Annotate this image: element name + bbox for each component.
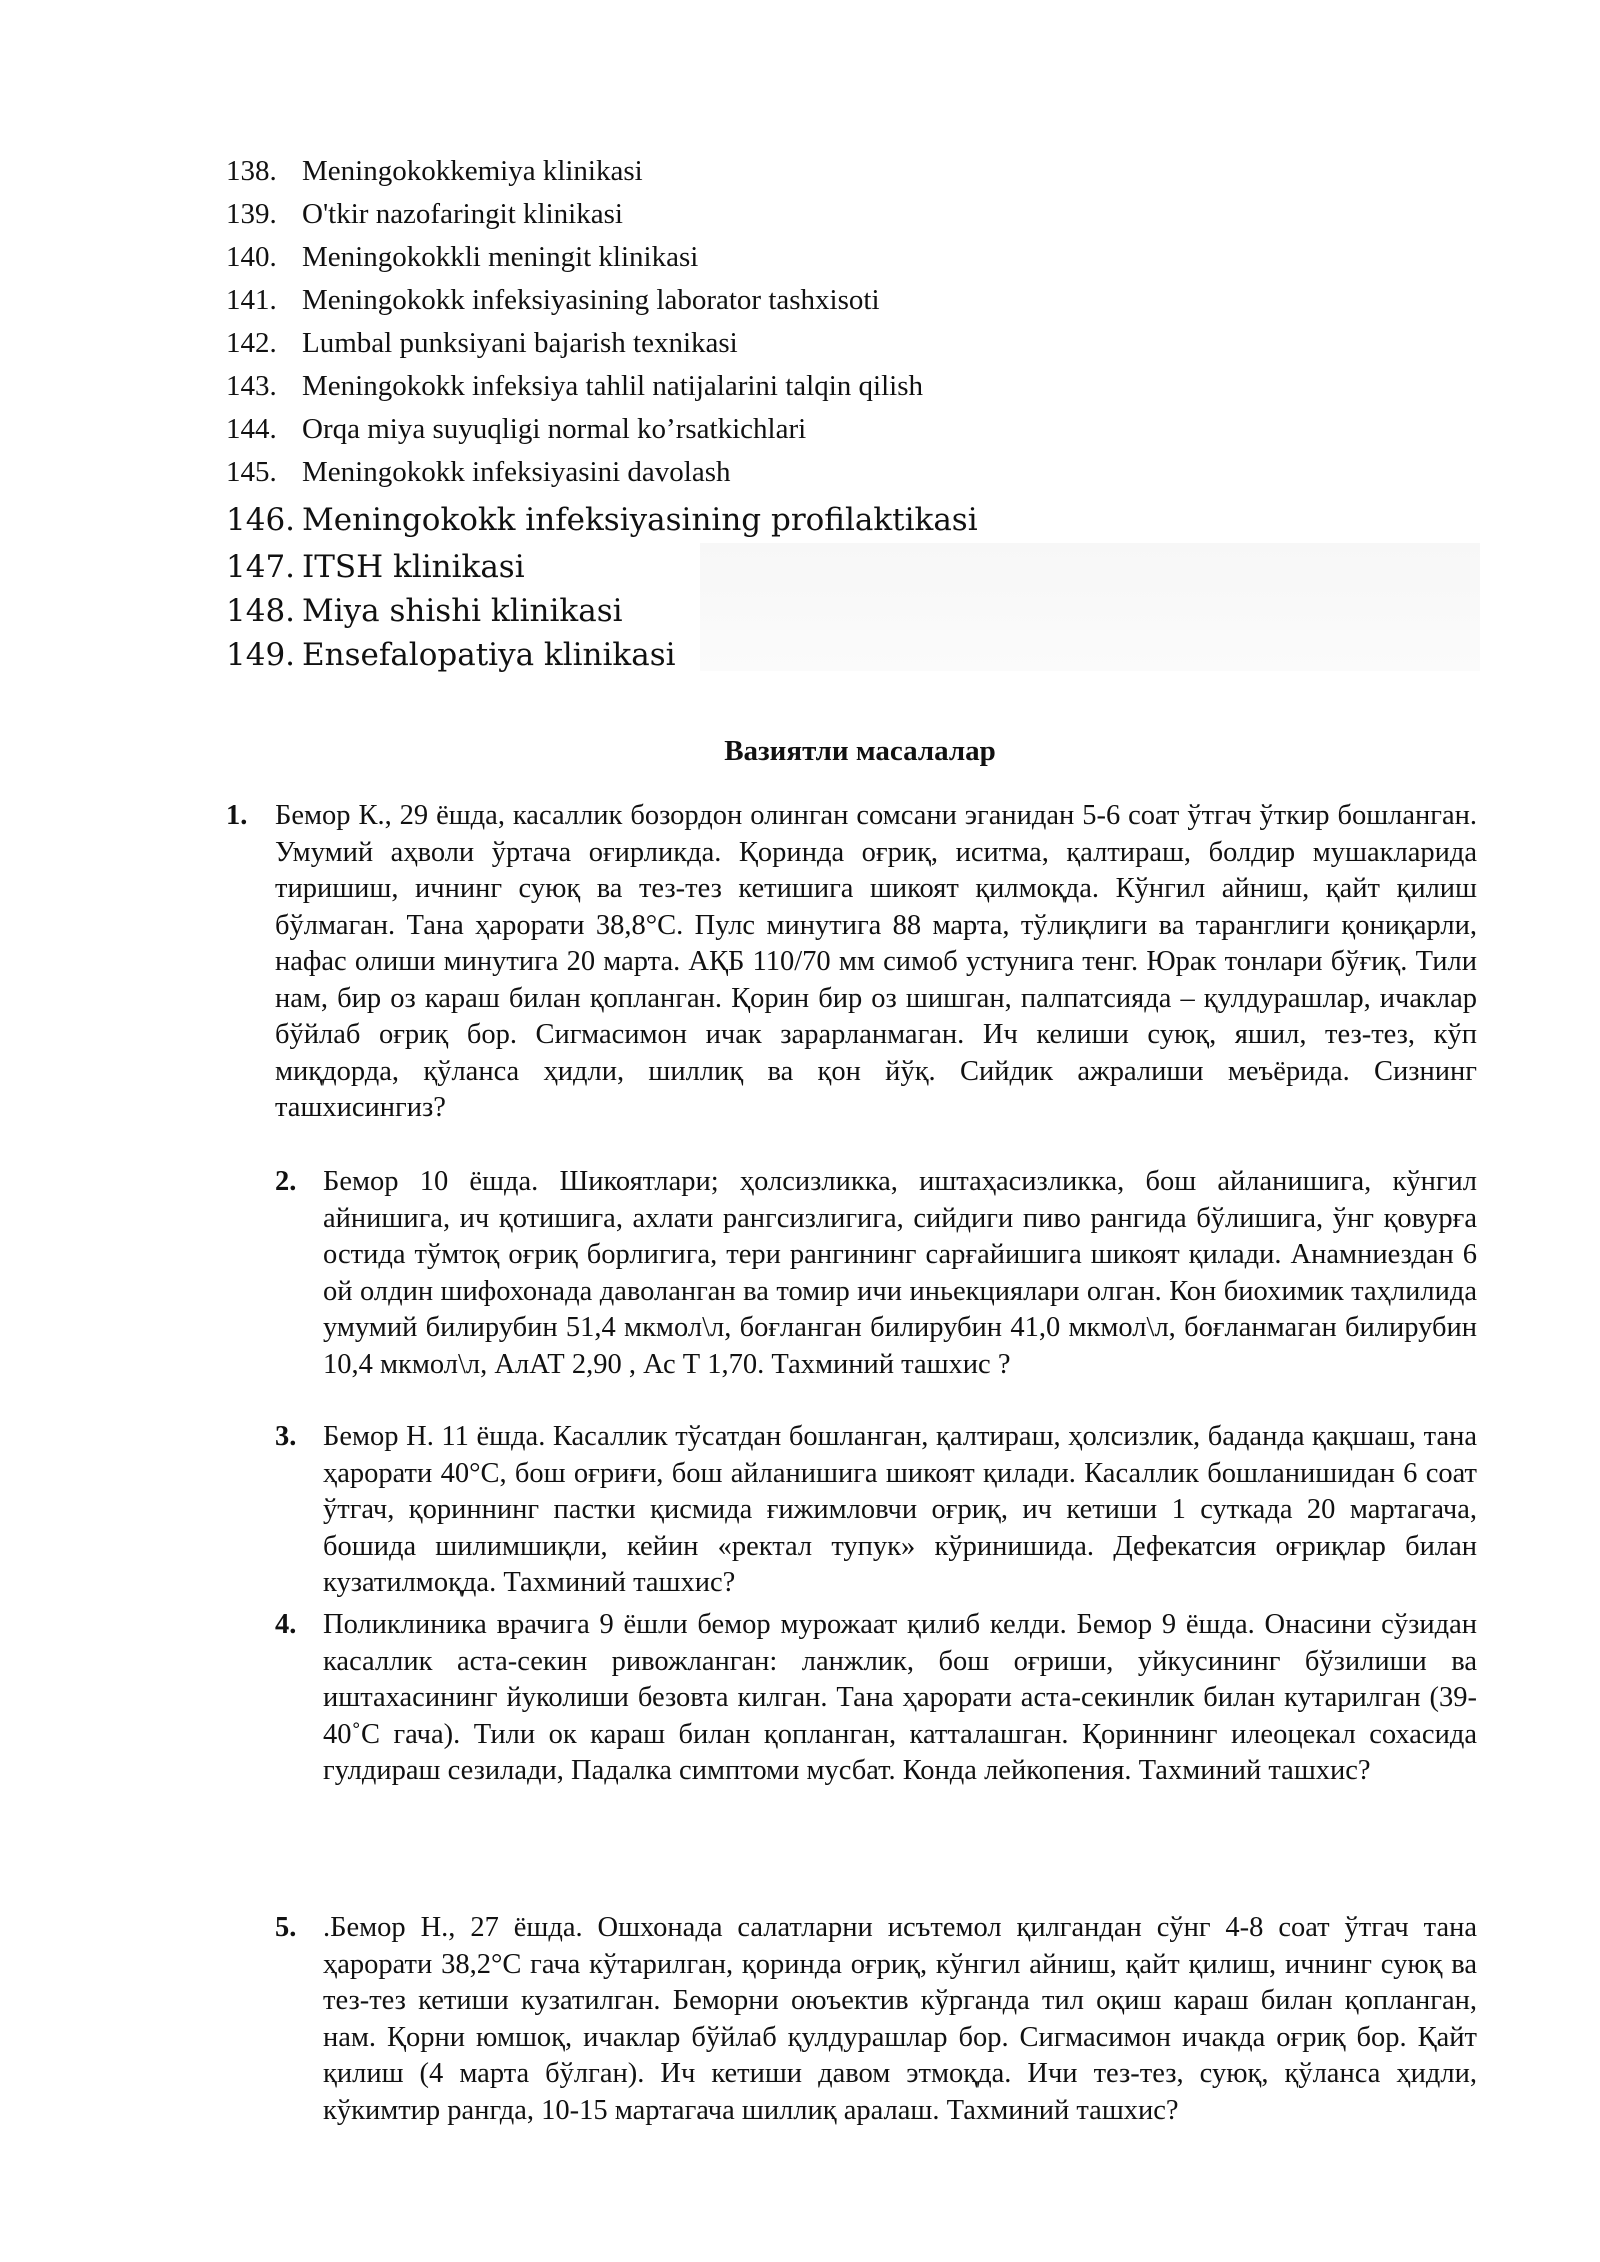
problem-text: Бемор 10 ёшда. Шикоятлари; ҳолсизликка, иштаҳасизликка, бош айланишига, кўнгил айнишига, ич қотишига, ахлати рангсизлигига, сийдиги пиво рангида бўлишига, ўнг қовурға остида тўмтоқ оғриқ борлигига, тери рангининг сарғайишига шикоят қилади. Анамниездан 6 ой олдин шифохонада даволанган ва томир ичи иньекциялари олган. Кон биохимик таҳлилида умумий билирубин 51,4 мкмол\л, боғланган билирубин 41,0 мкмол\л, боғланмаган билирубин 10,4 мкмол\л, АлАТ 2,90 , Ас Т 1,70. Тахминий ташхис ?: [323, 1166, 1477, 1380]
topic-text: Miya shishi klinikasi: [302, 593, 623, 629]
topic-text: ITSH klinikasi: [302, 549, 525, 585]
topic-text: Orqa miya suyuqligi normal ko’rsatkichlari: [302, 413, 807, 445]
topic-item: [226, 633, 978, 677]
topic-number: 143.: [226, 370, 277, 402]
topic-item: [226, 150, 978, 193]
topic-text: Meningokokk infeksiya tahlil natijalarini talqin qilish: [302, 370, 923, 402]
topic-number: 139.: [226, 198, 277, 230]
topic-item: [226, 545, 978, 589]
topic-item: [226, 322, 978, 365]
problem-text: Бемор К., 29 ёшда, касаллик бозордон олинган сомсани эганидан 5-6 соат ўтгач ўткир бошланган. Умумий аҳволи ўртача оғирликда. Қоринда оғриқ, иситма, қалтираш, болдир мушакларида тиришиш, ичнинг суюқ ва тез-тез кетишига шикоят қилмоқда. Кўнгил айниш, қайт қилиш бўлмаган. Тана ҳарорати 38,8°С. Пулс минутига 88 марта, тўлиқлиги ва таранглиги қониқарли, нафас олиши минутига 20 марта. АҚБ 110/70 мм симоб устунига тенг. Юрак тонлари бўғиқ. Тили нам, бир оз караш билан қопланган. Қорин бир оз шишган, палпатсияда – қулдурашлар, ичаклар бўйлаб оғриқ бор. Сигмасимон ичак зарарланмаган. Ич келиши суюқ, яшил, тез-тез, кўп миқдорда, қўланса ҳидли, шиллиқ ва қон йўқ. Сийдик ажралиши меъёрида. Сизнинг ташхисингиз?: [275, 800, 1477, 1123]
topic-number: 145.: [226, 456, 277, 488]
problem-text: .Бемор Н., 27 ёшда. Ошхонада салатларни исътемол қилгандан сўнг 4-8 соат ўтгач тана ҳарорати 38,2°С гача кўтарилган, қоринда оғриқ, кўнгил айниш, қайт қилиш, ичнинг суюқ ва тез-тез кетиши кузатилган. Беморни оюъектив кўрганда тил оқиш караш билан қопланган, нам. Қорни юмшоқ, ичаклар бўйлаб қулдурашлар бор. Сигмасимон ичакда оғриқ бор. Қайт қилиш (4 марта бўлган). Ич кетиши давом этмоқда. Ичи тез-тез, суюқ, қўланса ҳидли, кўкимтир рангда, 10-15 мартагача шиллиқ аралаш. Тахминий ташхис?: [323, 1912, 1477, 2126]
topic-item: [226, 193, 978, 236]
problem-number: 1.: [226, 800, 248, 831]
topic-text: Meningokokk infeksiyasining profilaktikasi: [302, 502, 978, 538]
topic-list: [226, 150, 978, 677]
topic-item: [226, 451, 978, 494]
topic-text: Meningokokk infeksiyasining laborator tashxisoti: [302, 284, 880, 316]
topic-number: 141.: [226, 284, 277, 316]
problem-number: 2.: [275, 1166, 297, 1197]
problem-number: 4.: [275, 1609, 297, 1640]
problem-text: Бемор Н. 11 ёшда. Касаллик тўсатдан бошланган, қалтираш, ҳолсизлик, баданда қақшаш, тана ҳарорати 40°С, бош оғриғи, бош айланишига шикоят қилади. Касаллик бошланишидан 6 соат ўтгач, қориннинг пастки қисмида ғижимловчи оғриқ, ич кетиши 1 суткада 20 мартагача, бошида шилимшиқли, кейин «ректал тупук» кўринишида. Дефекатсия оғриқлар билан кузатилмоқда. Тахминий ташхис?: [323, 1421, 1477, 1598]
topic-item: [226, 498, 978, 545]
problem-text: Поликлиника врачига 9 ёшли бемор мурожаат қилиб келди. Бемор 9 ёшда. Онасини сўзидан касаллик аста-секин ривожланган: ланжлик, бош оғриши, уйкусининг бўзилиши ва иштахасининг йуколиши безовта килган. Тана ҳарорати аста-секинлик билан кутарилган (39-40˚С гача). Тили ок караш билан қопланган, катталашган. Қориннинг илеоцекал сохасида гулдираш сезилади, Падалка симптоми мусбат. Конда лейкопения. Тахминий ташхис?: [323, 1609, 1477, 1786]
topic-text: Meningokokkemiya klinikasi: [302, 155, 643, 187]
topic-number: 138.: [226, 155, 277, 187]
topic-number: 147.: [226, 549, 296, 585]
topic-text: Ensefalopatiya klinikasi: [302, 637, 676, 673]
topic-number: 146.: [226, 502, 296, 538]
topic-number: 142.: [226, 327, 277, 359]
topic-item: [226, 365, 978, 408]
topic-number: 148.: [226, 593, 296, 629]
topic-text: Meningokokk infeksiyasini davolash: [302, 456, 731, 488]
topic-number: 149.: [226, 637, 296, 673]
topic-item: [226, 589, 978, 633]
topic-item: [226, 408, 978, 451]
problem-number: 3.: [275, 1421, 297, 1452]
problem-number: 5.: [275, 1912, 297, 1943]
topic-number: 140.: [226, 241, 277, 273]
topic-text: O'tkir nazofaringit klinikasi: [302, 198, 623, 230]
topic-item: [226, 236, 978, 279]
topic-item: [226, 279, 978, 322]
topic-text: Lumbal punksiyani bajarish texnikasi: [302, 327, 738, 359]
topic-text: Meningokokkli meningit klinikasi: [302, 241, 699, 273]
topic-number: 144.: [226, 413, 277, 445]
section-heading: Вазиятли масалалар: [724, 735, 996, 767]
